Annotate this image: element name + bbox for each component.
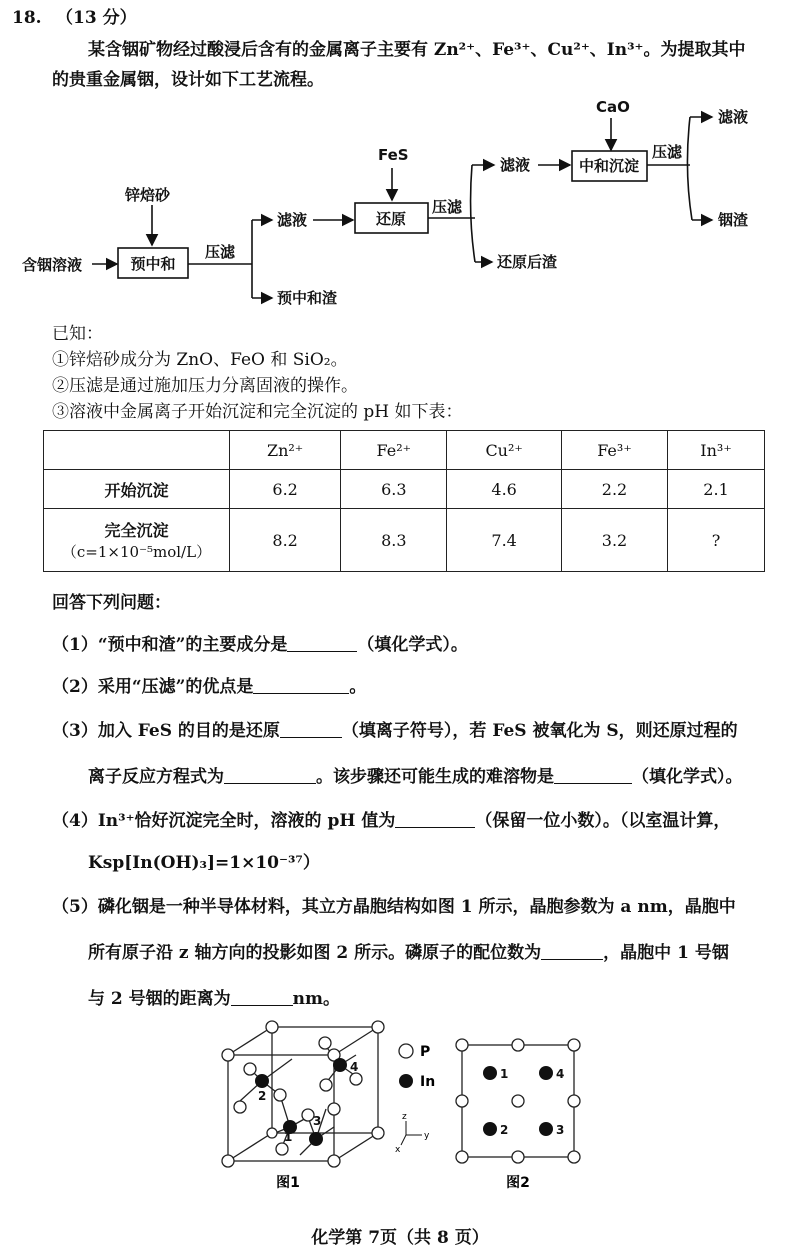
axes-icon [401,1121,422,1145]
in-atom [333,1058,347,1072]
p-atom [512,1095,524,1107]
axis-y-label: y [424,1131,430,1141]
table-header-cell: Cu²⁺ [447,431,562,470]
in-atom [309,1132,323,1146]
p-atom [456,1151,468,1163]
p-atom [319,1037,331,1049]
table-cell: 4.6 [447,470,562,509]
q5-text-d: 与 2 号铟的距离为 [88,989,231,1009]
q5-text-e: nm。 [292,989,341,1009]
legend-in-label: In [420,1074,436,1090]
fig1-label-2: 2 [258,1089,267,1103]
flow-out1-bottom: 预中和渣 [277,289,338,307]
q2-answer-blank[interactable] [253,675,349,694]
p-atom [244,1063,256,1075]
table-cell: 2.1 [668,470,765,509]
flow-filter2: 压滤 [432,198,463,216]
page-footer: 化学第 7页（共 8 页） [311,1228,489,1248]
q3-text-e: （填化学式）。 [632,767,743,787]
fig2-label-3: 3 [556,1123,565,1137]
table-header-row [44,431,765,470]
known-title: 已知： [52,324,103,344]
p-atom [266,1021,278,1033]
axis-z-label: z [402,1112,407,1122]
flow-filter3: 压滤 [652,143,683,161]
legend-in-marker [399,1074,413,1088]
q4-ph-blank[interactable] [395,809,475,828]
question-score: （13 分） [56,8,137,28]
fig2-label-1: 1 [500,1067,509,1081]
q3-text-b: （填离子符号），若 FeS 被氧化为 S，则还原过程的 [341,721,738,741]
table-header-cell: Fe³⁺ [561,431,667,470]
p-atom [568,1151,580,1163]
p-atom [267,1128,277,1138]
fig2-caption: 图2 [506,1175,530,1191]
p-atom [276,1143,288,1155]
q2-text-b: 。 [349,677,367,697]
question-2 [52,672,366,697]
table-header-cell: Zn²⁺ [230,431,341,470]
p-atom [372,1127,384,1139]
row-label [44,509,230,572]
flow-filter1: 压滤 [205,243,236,261]
q3-text-c: 离子反应方程式为 [88,767,224,787]
p-atom [274,1089,286,1101]
q3-text-d: 。该步骤还可能生成的难溶物是 [316,767,554,787]
p-atom [568,1039,580,1051]
in-atom [539,1066,553,1080]
question-number: 18. [12,8,42,28]
q1-text-a: （1）“预中和渣”的主要成分是 [52,635,288,655]
flow-reagent1: 锌焙砂 [125,186,171,204]
legend-p-label: P [420,1044,431,1060]
table-cell: 8.3 [341,509,447,572]
fig2-label-4: 4 [556,1067,565,1081]
q4-ksp-line: Ksp[In(OH)₃]=1×10⁻³⁷） [88,853,320,873]
row-label: 开始沉淀 [44,470,230,509]
flow-reagent2: FeS [378,146,409,164]
axis-x-label: x [395,1145,401,1155]
known-item-3: ③溶液中金属离子开始沉淀和完全沉淀的 pH 如下表： [52,402,463,422]
known-item-1: ①锌焙砂成分为 ZnO、FeO 和 SiO₂。 [52,350,348,370]
p-atom [222,1049,234,1061]
process-flow-diagram [0,90,800,320]
flow-out2-bottom: 还原后渣 [497,253,558,271]
table-header-cell: In³⁺ [668,431,765,470]
ph-table [43,430,765,572]
table-cell: 6.2 [230,470,341,509]
fig1-label-1: 1 [284,1130,293,1144]
crystal-figures [200,1015,600,1195]
p-atom [512,1039,524,1051]
table-cell: ? [668,509,765,572]
table-row [44,509,765,572]
q5-text-b: 所有原子沿 z 轴方向的投影如图 2 所示。磷原子的配位数为 [88,943,542,963]
flow-reagent3: CaO [596,98,630,116]
in-atom [255,1074,269,1088]
p-atom [328,1155,340,1167]
table-cell: 6.3 [341,470,447,509]
q3-ion-blank[interactable] [280,719,342,738]
q3-precipitate-blank[interactable] [554,765,632,784]
flow-out3-top: 滤液 [718,108,749,126]
question-3-line-2 [88,762,743,787]
q4-text-b: （保留一位小数）。（以室温计算， [475,811,731,831]
table-cell: 7.4 [447,509,562,572]
row-label-line-1: 完全沉淀 [104,521,169,540]
row-label-line-2: （c=1×10⁻⁵mol/L） [61,543,212,561]
p-atom [456,1095,468,1107]
p-atom [320,1079,332,1091]
in-atom [483,1066,497,1080]
p-atom [456,1039,468,1051]
fig1-label-4: 4 [350,1060,359,1074]
table-row [44,470,765,509]
q1-text-b: （填化学式）。 [357,635,468,655]
flow-box2-label: 还原 [375,210,407,228]
table-header-cell [44,431,230,470]
table-header-cell: Fe²⁺ [341,431,447,470]
table-cell: 2.2 [561,470,667,509]
q1-answer-blank[interactable] [287,633,357,652]
flow-out2-top: 滤液 [500,156,531,174]
question-5-line-2 [88,938,729,963]
question-3-line-1 [52,716,738,741]
table-cell: 8.2 [230,509,341,572]
p-atom [222,1155,234,1167]
q5-text-c: ，晶胞中 1 号铟 [603,943,729,963]
intro-line-2: 的贵重金属铟，设计如下工艺流程。 [52,70,324,90]
q5-distance-blank[interactable] [231,987,293,1006]
question-5-line-1: （5）磷化铟是一种半导体材料，其立方晶胞结构如图 1 所示，晶胞参数为 a nm，晶胞中 [52,897,736,917]
flow-out1-top: 滤液 [277,211,308,229]
fig2-label-2: 2 [500,1123,509,1137]
q4-text-a: （4）In³⁺恰好沉淀完全时，溶液的 pH 值为 [52,811,396,831]
p-atom [328,1103,340,1115]
table-cell: 3.2 [561,509,667,572]
in-atom [539,1122,553,1136]
q5-coordination-blank[interactable] [541,941,603,960]
in-atom [483,1122,497,1136]
question-1 [52,630,468,655]
p-atom [234,1101,246,1113]
fig1-caption: 图1 [276,1175,300,1191]
q3-equation-blank[interactable] [224,765,316,784]
p-atom [350,1073,362,1085]
p-atom [568,1095,580,1107]
question-5-line-3 [88,984,340,1009]
legend-p-marker [399,1044,413,1058]
figure-1-unit-cell [228,1027,378,1161]
p-atom [512,1151,524,1163]
known-item-2: ②压滤是通过施加压力分离固液的操作。 [52,376,358,396]
q3-text-a: （3）加入 FeS 的目的是还原 [52,721,280,741]
flow-start-label: 含铟溶液 [22,256,83,274]
q2-text-a: （2）采用“压滤”的优点是 [52,677,254,697]
questions-lead: 回答下列问题： [52,593,171,613]
flow-box1-label: 预中和 [130,255,176,273]
flow-out3-bottom: 铟渣 [718,211,749,229]
question-4-line-1 [52,806,730,831]
fig1-label-3: 3 [313,1114,322,1128]
intro-line-1: 某含铟矿物经过酸浸后含有的金属离子主要有 Zn²⁺、Fe³⁺、Cu²⁺、In³⁺。为提取其中 [88,40,746,60]
flow-box3-label: 中和沉淀 [578,157,640,175]
p-atom [372,1021,384,1033]
